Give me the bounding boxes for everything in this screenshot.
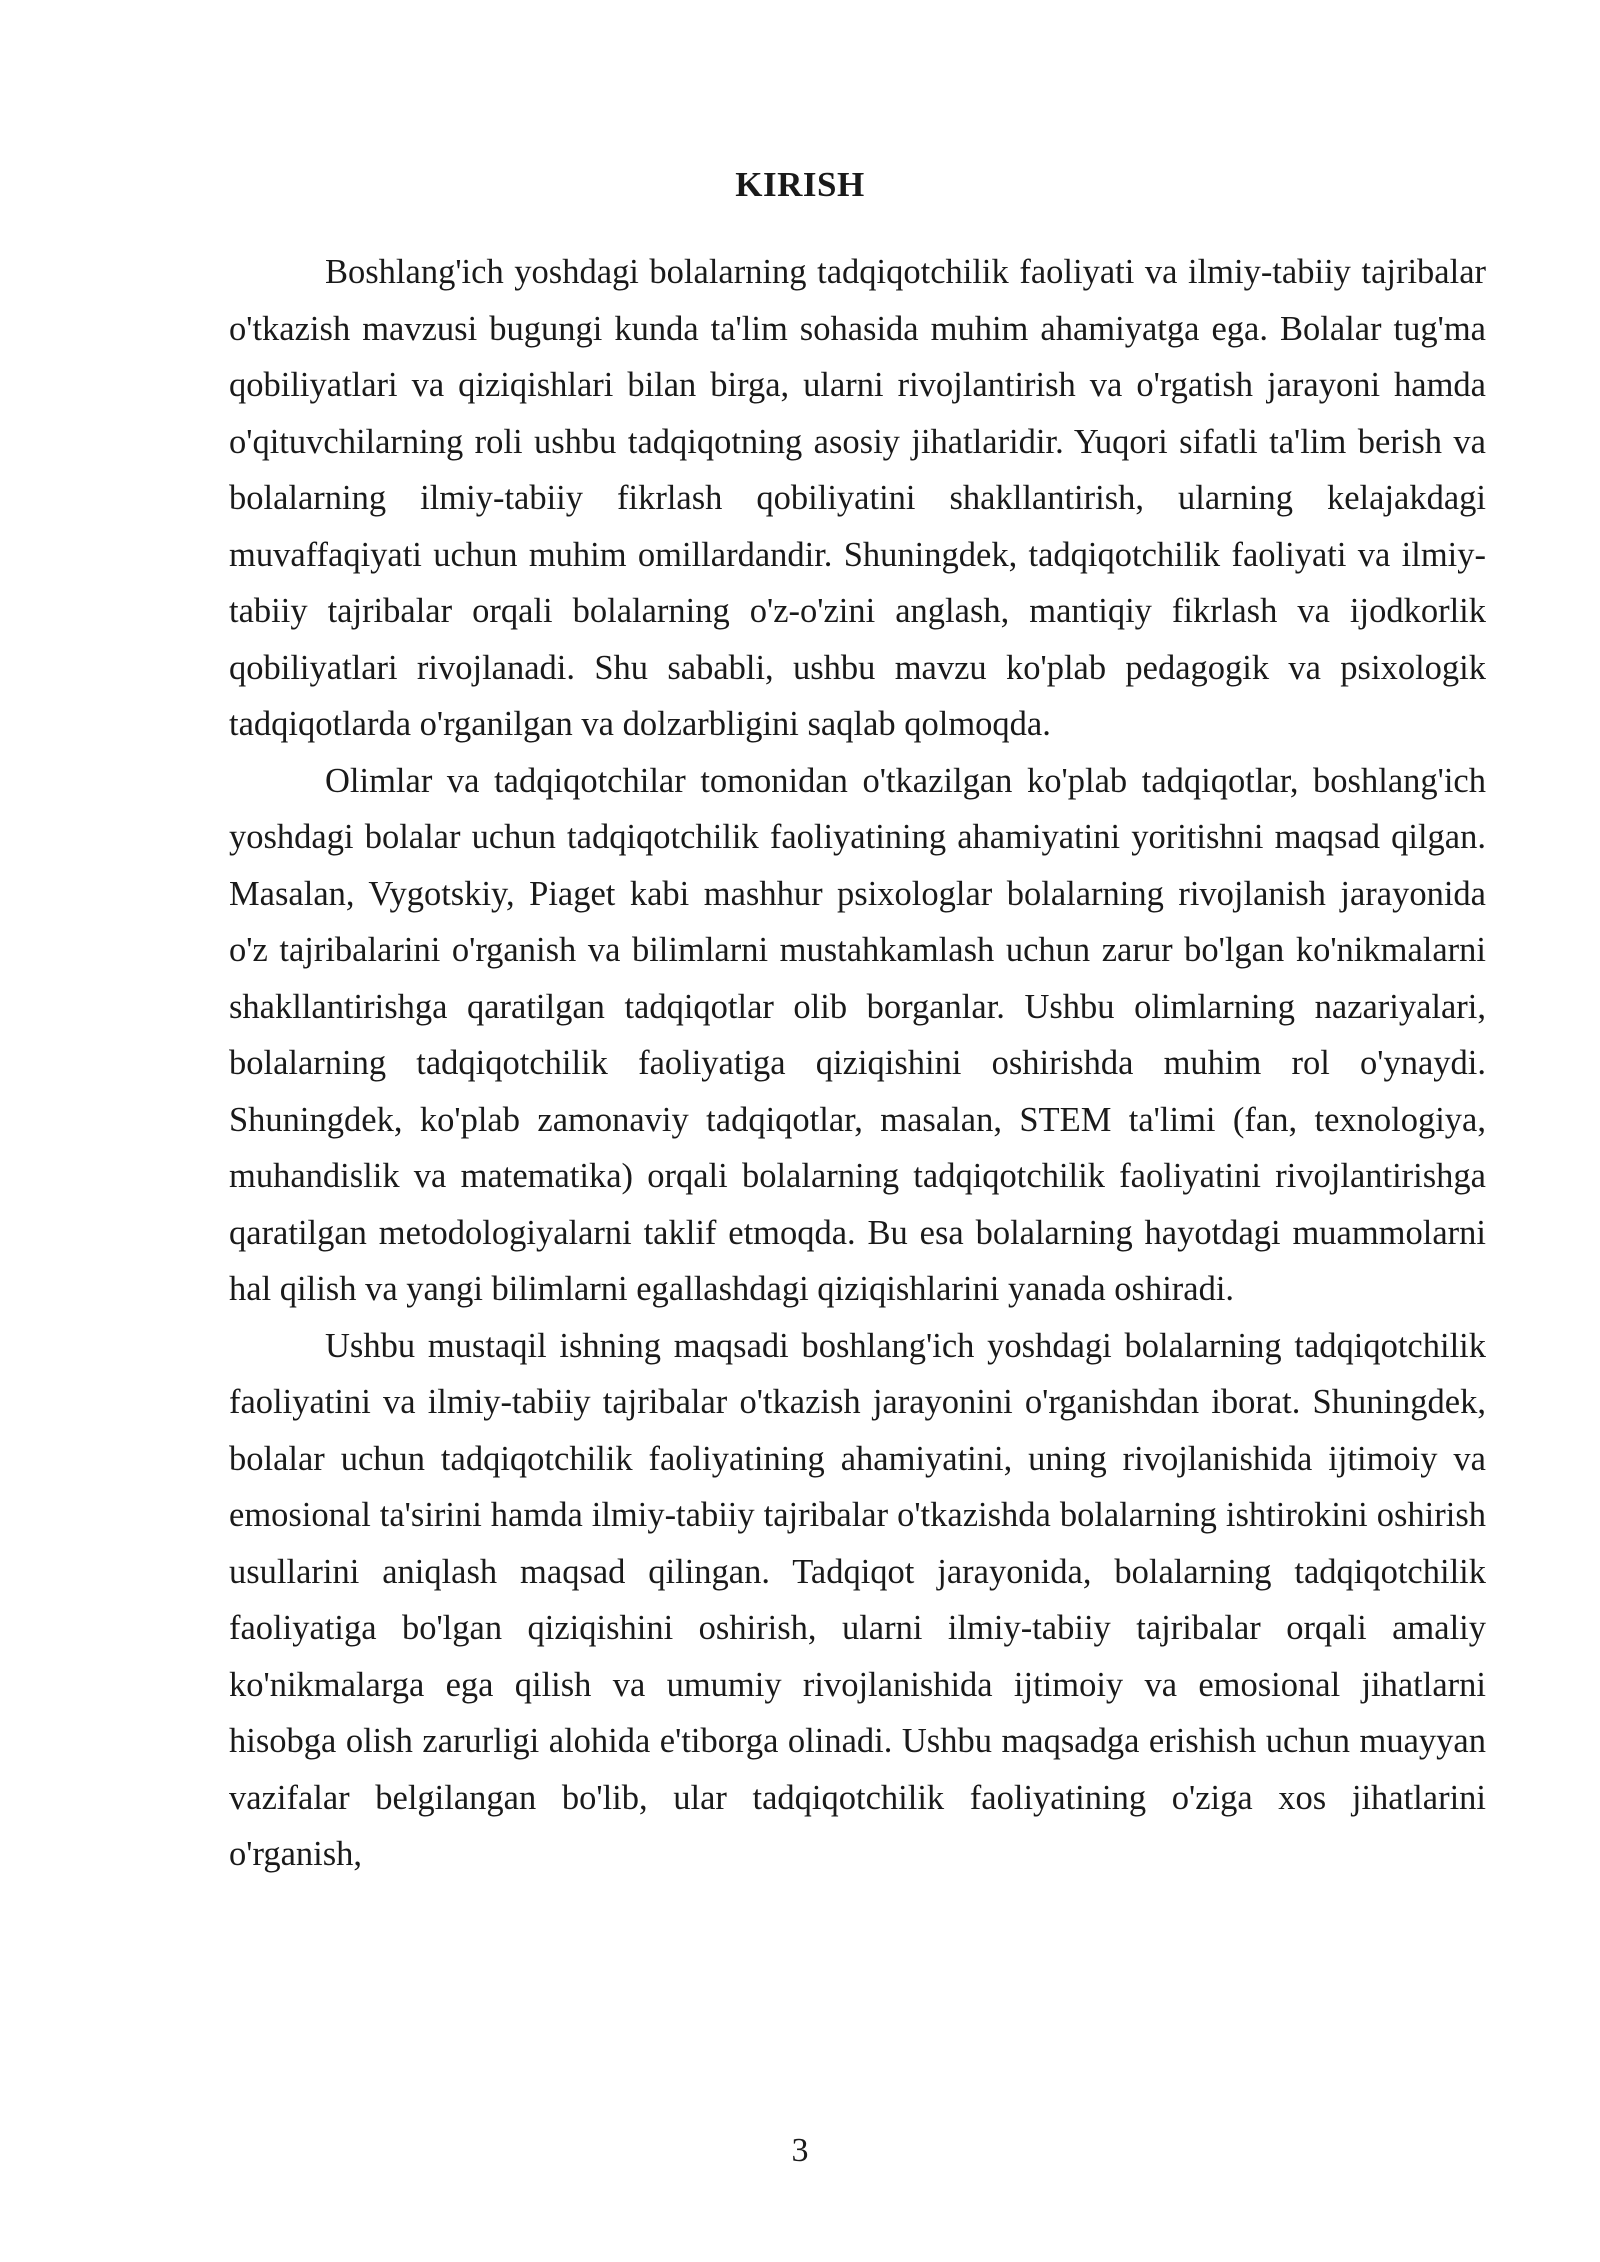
body-text xyxy=(229,244,1486,1883)
paragraph: Boshlang'ich yoshdagi bolalarning tadqiqotchilik faoliyati va ilmiy-tabiiy tajribalar o'tkazish mavzusi bugungi kunda ta'lim sohasida muhim ahamiyatga ega. Bolalar tug'ma qobiliyatlari va qiziqishlari bilan birga, ularni rivojlantirish va o'rgatish jarayoni hamda o'qituvchilarning roli ushbu tadqiqotning asosiy jihatlaridir. Yuqori sifatli ta'lim berish va bolalarning ilmiy-tabiiy fikrlash qobiliyatini shakllantirish, ularning kelajakdagi muvaffaqiyati uchun muhim omillardandir. Shuningdek, tadqiqotchilik faoliyati va ilmiy-tabiiy tajribalar orqali bolalarning o'z-o'zini anglash, mantiqiy fikrlash va ijodkorlik qobiliyatlari rivojlanadi. Shu sababli, ushbu mavzu ko'plab pedagogik va psixologik tadqiqotlarda o'rganilgan va dolzarbligini saqlab qolmoqda. xyxy=(229,253,1486,743)
paragraph: Olimlar va tadqiqotchilar tomonidan o'tkazilgan ko'plab tadqiqotlar, boshlang'ich yoshdagi bolalar uchun tadqiqotchilik faoliyatining ahamiyatini yoritishni maqsad qilgan. Masalan, Vygotskiy, Piaget kabi mashhur psixologlar bolalarning rivojlanish jarayonida o'z tajribalarini o'rganish va bilimlarni mustahkamlash uchun zarur bo'lgan ko'nikmalarni shakllantirishga qaratilgan tadqiqotlar olib borganlar. Ushbu olimlarning nazariyalari, bolalarning tadqiqotchilik faoliyatiga qiziqishini oshirishda muhim rol o'ynaydi. Shuningdek, ko'plab zamonaviy tadqiqotlar, masalan, STEM ta'limi (fan, texnologiya, muhandislik va matematika) orqali bolalarning tadqiqotchilik faoliyatini rivojlantirishga qaratilgan metodologiyalarni taklif etmoqda. Bu esa bolalarning hayotdagi muammolarni hal qilish va yangi bilimlarni egallashdagi qiziqishlarini yanada oshiradi. xyxy=(229,761,1486,1308)
paragraph: Ushbu mustaqil ishning maqsadi boshlang'ich yoshdagi bolalarning tadqiqotchilik faoliyatini va ilmiy-tabiiy tajribalar o'tkazish jarayonini o'rganishdan iborat. Shuningdek, bolalar uchun tadqiqotchilik faoliyatining ahamiyatini, uning rivojlanishida ijtimoiy va emosional ta'sirini hamda ilmiy-tabiiy tajribalar o'tkazishda bolalarning ishtirokini oshirish usullarini aniqlash maqsad qilingan. Tadqiqot jarayonida, bolalarning tadqiqotchilik faoliyatiga bo'lgan qiziqishini oshirish, ularni ilmiy-tabiiy tajribalar orqali amaliy ko'nikmalarga ega qilish va umumiy rivojlanishida ijtimoiy va emosional jihatlarni hisobga olish zarurligi alohida e'tiborga olinadi. Ushbu maqsadga erishish uchun muayyan vazifalar belgilangan bo'lib, ular tadqiqotchilik faoliyatining o'ziga xos jihatlarini o'rganish, xyxy=(229,1326,1486,1873)
section-heading: KIRISH xyxy=(735,165,865,204)
page-number: 3 xyxy=(791,2132,809,2169)
